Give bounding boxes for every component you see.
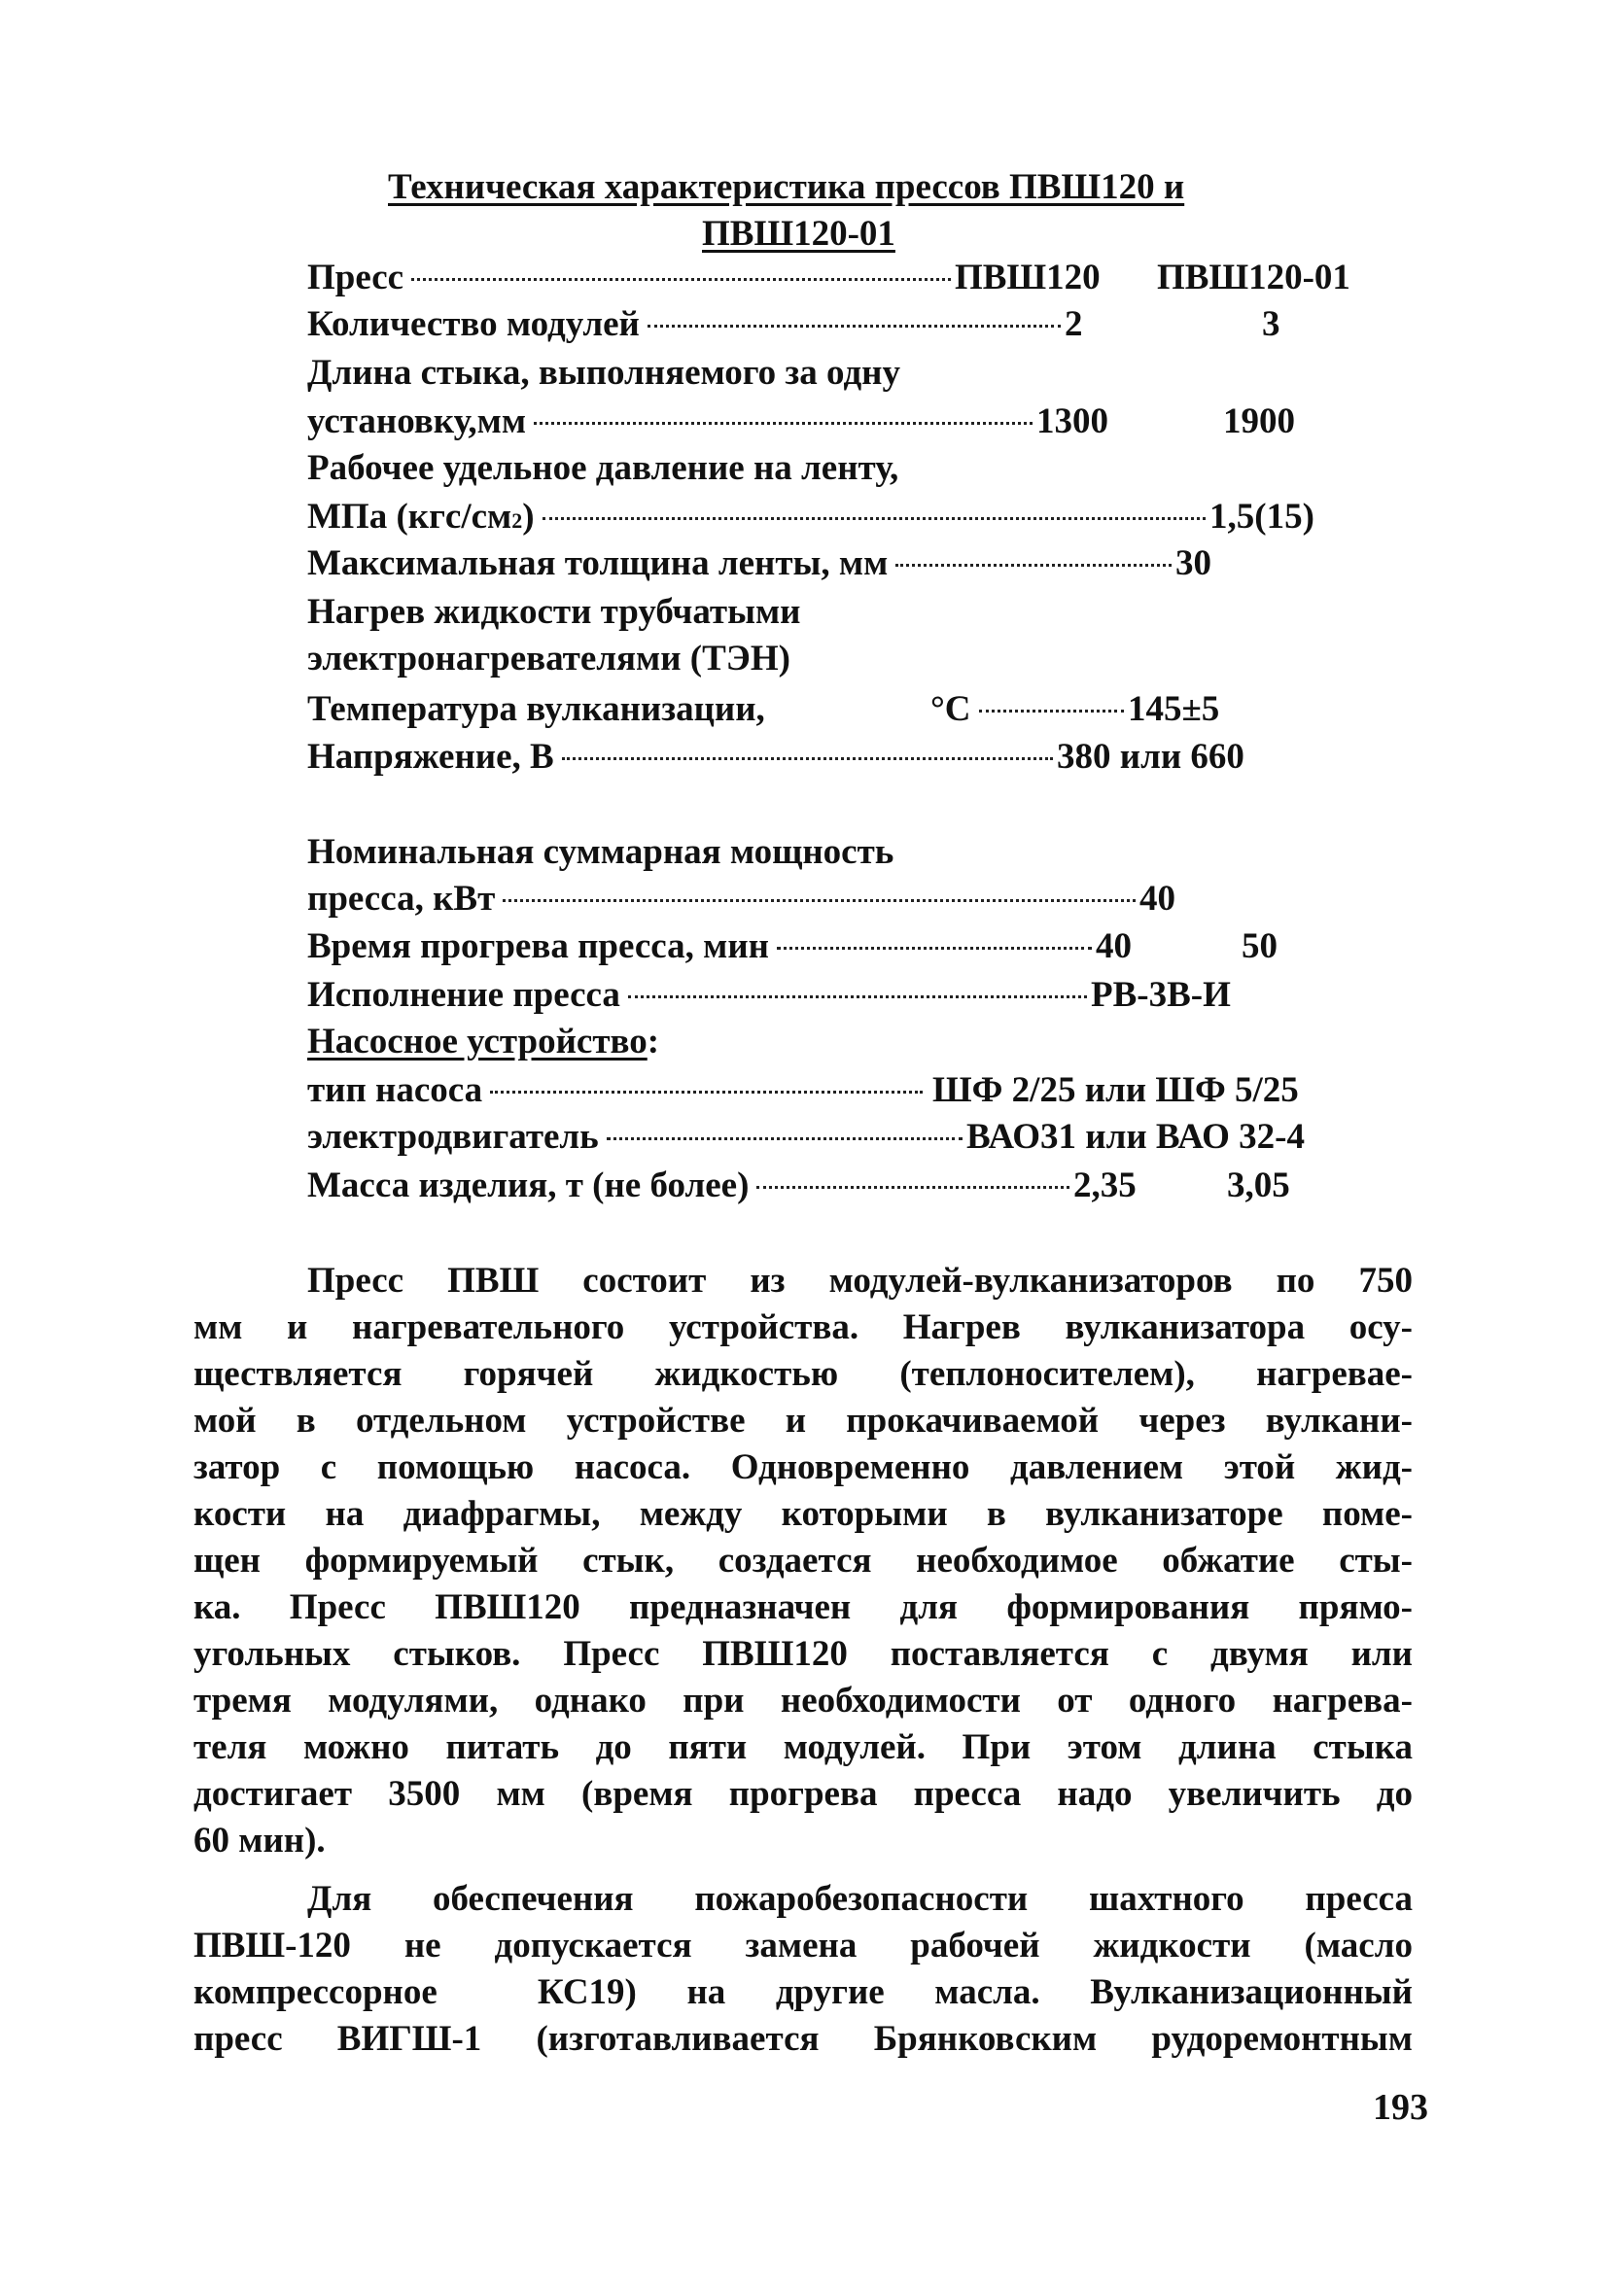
spec-value: 1300 (1036, 401, 1108, 441)
paragraph-line: мм и нагревательного устройства. Нагрев вулканизатора осу- (193, 1307, 1413, 1347)
spec-row (307, 829, 893, 876)
spec-label: тип насоса (307, 1070, 483, 1110)
spec-row (307, 734, 1055, 781)
spec-value: 380 или 660 (1057, 737, 1244, 777)
spec-value: ПВШ120-01 (1157, 258, 1350, 297)
paragraph-line: 60 мин). (193, 1821, 326, 1861)
spec-value: 50 (1242, 926, 1278, 966)
leader-dots (503, 899, 1136, 902)
spec-row (307, 589, 801, 636)
spec-value: 2 (1065, 304, 1083, 344)
spec-value: РВ-3В-И (1091, 975, 1231, 1015)
spec-row (307, 923, 1094, 970)
spec-value: 3 (1262, 304, 1280, 344)
spec-value: 1900 (1223, 401, 1295, 441)
spec-label-end: : (647, 1022, 660, 1061)
paragraph-line: ществляется горячей жидкостью (теплоносителем), нагревае- (193, 1354, 1413, 1394)
title-line-2: ПВШ120-01 (702, 214, 895, 254)
spec-label-end: ) (522, 497, 535, 537)
leader-dots (534, 422, 1033, 425)
spec-row (307, 255, 953, 301)
spec-label: Количество модулей (307, 304, 640, 344)
spec-unit-row (930, 686, 1126, 733)
paragraph-line: тремя модулями, однако при необходимости от одного нагрева- (193, 1681, 1413, 1721)
spec-value: 30 (1175, 543, 1211, 583)
leader-dots (756, 1186, 1069, 1189)
spec-label: Номинальная суммарная мощность (307, 832, 894, 872)
page-number: 193 (1373, 2087, 1428, 2128)
spec-row (307, 1067, 925, 1114)
spec-label: электронагревателями (ТЭН) (307, 639, 791, 678)
leader-dots (490, 1091, 923, 1094)
leader-dots (628, 995, 1087, 998)
spec-label: Исполнение пресса (307, 975, 620, 1015)
paragraph-line: угольных стыков. Пресс ПВШ120 поставляется с двумя или (193, 1634, 1413, 1674)
spec-row (307, 686, 765, 733)
spec-row (307, 445, 898, 492)
leader-dots (648, 325, 1061, 328)
paragraph-line: затор с помощью насоса. Одновременно давлением этой жид- (193, 1447, 1413, 1487)
spec-label: пресса, кВт (307, 879, 496, 919)
paragraph-line: ПВШ-120 не допускается замена рабочей жидкости (масло (193, 1926, 1413, 1966)
spec-label: Время прогрева пресса, мин (307, 926, 769, 966)
spec-row (307, 1163, 1071, 1209)
title-line-1: Техническая характеристика прессов ПВШ120 и (388, 167, 1185, 207)
paragraph-line: компрессорное КС19) на другие масла. Вулканизационный (193, 1972, 1413, 2012)
spec-label: Пресс (307, 258, 404, 297)
paragraph-line: пресс ВИГШ-1 (изготавливается Брянковским рудоремонтным (193, 2019, 1413, 2059)
spec-label: Напряжение, В (307, 737, 554, 777)
leader-dots (411, 278, 951, 281)
spec-value: 40 (1096, 926, 1132, 966)
spec-label: Максимальная толщина ленты, мм (307, 543, 889, 583)
spec-label: установку,мм (307, 401, 527, 441)
leader-dots (543, 517, 1206, 520)
spec-unit: °С (930, 689, 971, 729)
spec-label: Масса изделия, т (не более) (307, 1165, 750, 1205)
spec-label: Температура вулканизации, (307, 689, 765, 729)
paragraph-line: достигает 3500 мм (время прогрева пресса надо увеличить до (193, 1774, 1413, 1814)
spec-row (307, 301, 1063, 348)
spec-value: ВАО31 или ВАО 32-4 (966, 1117, 1305, 1157)
spec-value: 145±5 (1128, 689, 1220, 729)
paragraph-line: ка. Пресс ПВШ120 предназначен для формирования прямо- (193, 1587, 1413, 1627)
spec-label: Рабочее удельное давление на ленту, (307, 448, 899, 488)
spec-row (307, 876, 1138, 922)
spec-row: МПа (кгс/см 2 ) (307, 494, 1208, 540)
spec-heading: Насосное устройство (307, 1022, 648, 1061)
spec-label: электродвигатель (307, 1117, 599, 1157)
spec-label: Длина стыка, выполняемого за одну (307, 353, 900, 393)
paragraph-line: теля можно питать до пяти модулей. При этом длина стыка (193, 1727, 1413, 1767)
paragraph-line: щен формируемый стык, создается необходимое обжатие сты- (193, 1541, 1413, 1581)
paragraph-line: мой в отдельном устройстве и прокачиваемой через вулкани- (193, 1401, 1413, 1441)
spec-value: 1,5(15) (1209, 497, 1314, 537)
paragraph-line: Для обеспечения пожаробезопасности шахтного пресса (307, 1879, 1413, 1919)
spec-row (307, 972, 1089, 1019)
spec-row (307, 399, 1034, 445)
spec-value: 40 (1139, 879, 1175, 919)
spec-row (307, 540, 1173, 587)
paragraph-line: Пресс ПВШ состоит из модулей-вулканизаторов по 750 (307, 1261, 1413, 1301)
leader-dots (607, 1137, 963, 1140)
spec-row (307, 636, 790, 682)
spec-value: 3,05 (1227, 1165, 1290, 1205)
spec-label: МПа (кгс/см (307, 497, 512, 537)
leader-dots (562, 757, 1053, 760)
spec-row (307, 350, 900, 397)
leader-dots (979, 710, 1124, 713)
spec-row (307, 1019, 659, 1065)
spec-label: Нагрев жидкости трубчатыми (307, 592, 801, 632)
spec-value: 2,35 (1073, 1165, 1137, 1205)
leader-dots (777, 947, 1092, 950)
spec-value: ШФ 2/25 или ШФ 5/25 (932, 1070, 1299, 1110)
leader-dots (895, 564, 1172, 567)
spec-value: ПВШ120 (955, 258, 1101, 297)
paragraph-line: кости на диафрагмы, между которыми в вулканизаторе поме- (193, 1494, 1413, 1534)
spec-row (307, 1114, 964, 1161)
